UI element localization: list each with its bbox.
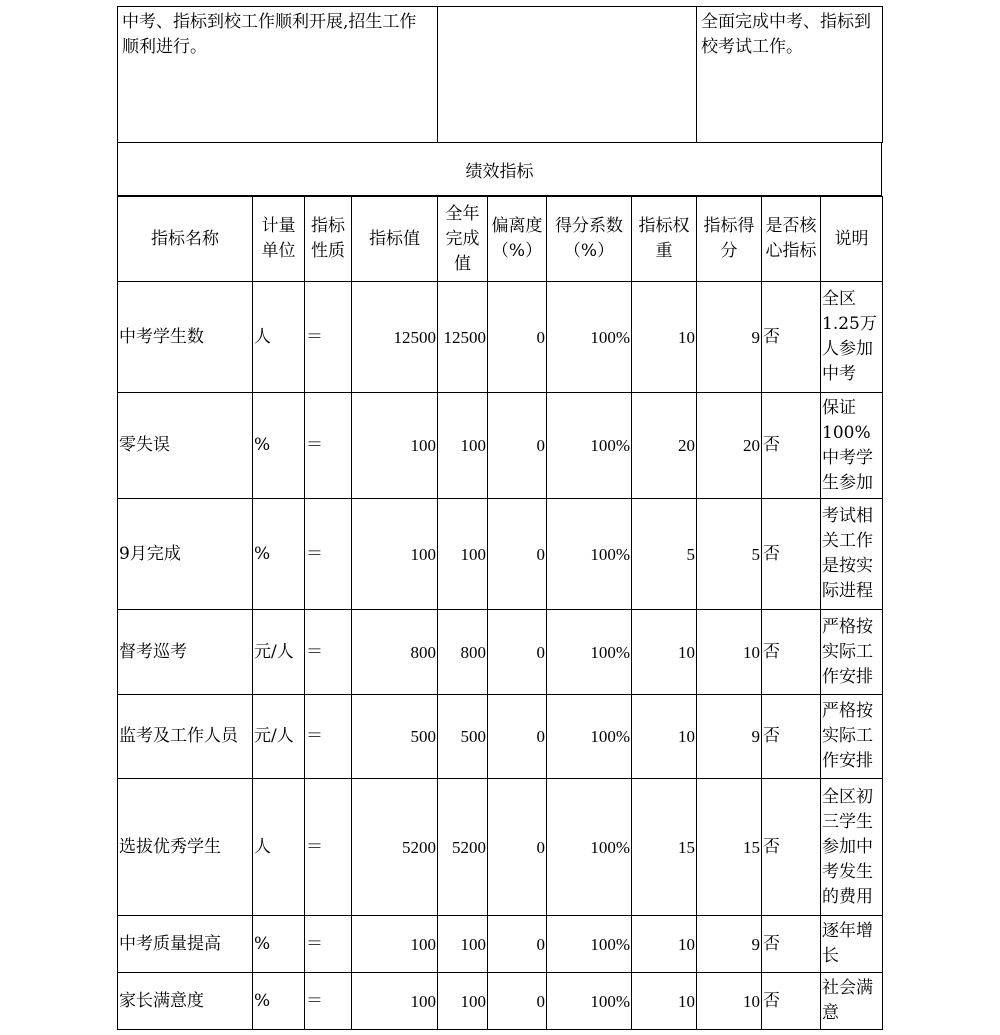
header-nature: 指标性质 (305, 197, 352, 282)
indicator-core: 否 (762, 973, 821, 1030)
indicator-name: 家长满意度 (118, 973, 253, 1030)
header-name: 指标名称 (118, 197, 253, 282)
indicator-value: 12500 (352, 282, 438, 393)
indicator-value: 100 (352, 916, 438, 973)
indicator-unit: 人 (253, 779, 305, 916)
indicator-coefficient: 100% (547, 916, 632, 973)
indicator-score: 20 (697, 393, 762, 499)
indicator-deviation: 0 (488, 610, 547, 695)
indicator-unit: % (253, 393, 305, 499)
indicator-coefficient: 100% (547, 695, 632, 779)
indicator-name: 零失误 (118, 393, 253, 499)
table-row (118, 282, 883, 393)
header-note: 说明 (821, 197, 883, 282)
indicator-core: 否 (762, 282, 821, 393)
goal-middle-cell (438, 7, 697, 143)
indicator-nature: ＝ (305, 610, 352, 695)
indicator-weight: 10 (632, 610, 697, 695)
header-score: 指标得分 (697, 197, 762, 282)
header-row (118, 197, 883, 282)
indicator-coefficient: 100% (547, 393, 632, 499)
header-deviation: 偏离度（%） (488, 197, 547, 282)
indicator-coefficient: 100% (547, 973, 632, 1030)
table-row (118, 393, 883, 499)
indicator-note: 全区1.25万人参加中考 (821, 282, 883, 393)
table-row (118, 916, 883, 973)
header-coefficient: 得分系数（%） (547, 197, 632, 282)
indicator-actual: 12500 (438, 282, 488, 393)
indicator-weight: 10 (632, 916, 697, 973)
indicator-deviation: 0 (488, 695, 547, 779)
indicator-core: 否 (762, 695, 821, 779)
indicator-weight: 5 (632, 499, 697, 610)
indicator-deviation: 0 (488, 282, 547, 393)
header-weight: 指标权重 (632, 197, 697, 282)
indicator-name: 选拔优秀学生 (118, 779, 253, 916)
indicator-actual: 100 (438, 973, 488, 1030)
indicator-actual: 100 (438, 916, 488, 973)
indicator-value: 100 (352, 499, 438, 610)
indicator-name: 督考巡考 (118, 610, 253, 695)
indicator-unit: 元/人 (253, 610, 305, 695)
indicator-name: 中考学生数 (118, 282, 253, 393)
indicator-note: 社会满意 (821, 973, 883, 1030)
indicator-actual: 100 (438, 393, 488, 499)
indicator-score: 15 (697, 779, 762, 916)
indicator-nature: ＝ (305, 779, 352, 916)
indicator-weight: 10 (632, 282, 697, 393)
indicator-unit: % (253, 973, 305, 1030)
indicator-weight: 15 (632, 779, 697, 916)
goals-table (117, 6, 883, 143)
indicator-value: 100 (352, 973, 438, 1030)
indicator-name: 9月完成 (118, 499, 253, 610)
indicator-deviation: 0 (488, 916, 547, 973)
header-value: 指标值 (352, 197, 438, 282)
indicator-coefficient: 100% (547, 779, 632, 916)
indicator-unit: % (253, 499, 305, 610)
indicator-nature: ＝ (305, 695, 352, 779)
indicator-actual: 5200 (438, 779, 488, 916)
indicator-value: 5200 (352, 779, 438, 916)
indicator-note: 逐年增长 (821, 916, 883, 973)
table-row (118, 973, 883, 1030)
table-row (118, 499, 883, 610)
indicator-actual: 500 (438, 695, 488, 779)
indicator-core: 否 (762, 610, 821, 695)
indicator-value: 800 (352, 610, 438, 695)
indicator-nature: ＝ (305, 973, 352, 1030)
indicator-weight: 10 (632, 973, 697, 1030)
indicator-value: 100 (352, 393, 438, 499)
indicator-value: 500 (352, 695, 438, 779)
indicator-note: 严格按实际工作安排 (821, 695, 883, 779)
indicator-deviation: 0 (488, 779, 547, 916)
indicator-unit: 元/人 (253, 695, 305, 779)
indicator-coefficient: 100% (547, 282, 632, 393)
indicator-nature: ＝ (305, 282, 352, 393)
indicator-name: 中考质量提高 (118, 916, 253, 973)
header-unit: 计量单位 (253, 197, 305, 282)
indicator-core: 否 (762, 779, 821, 916)
table-row (118, 695, 883, 779)
indicator-deviation: 0 (488, 973, 547, 1030)
indicator-score: 9 (697, 916, 762, 973)
indicator-note: 保证100%中考学生参加 (821, 393, 883, 499)
indicator-coefficient: 100% (547, 610, 632, 695)
indicator-coefficient: 100% (547, 499, 632, 610)
header-core: 是否核心指标 (762, 197, 821, 282)
document-frame (117, 6, 882, 1031)
indicator-core: 否 (762, 916, 821, 973)
indicator-nature: ＝ (305, 499, 352, 610)
indicator-name: 监考及工作人员 (118, 695, 253, 779)
indicator-note: 全区初三学生参加中考发生的费用 (821, 779, 883, 916)
indicator-score: 10 (697, 610, 762, 695)
indicator-note: 严格按实际工作安排 (821, 610, 883, 695)
table-row (118, 610, 883, 695)
indicator-note: 考试相关工作是按实际进程 (821, 499, 883, 610)
indicator-actual: 800 (438, 610, 488, 695)
indicator-score: 5 (697, 499, 762, 610)
table-row (118, 779, 883, 916)
indicator-actual: 100 (438, 499, 488, 610)
indicator-weight: 20 (632, 393, 697, 499)
indicator-nature: ＝ (305, 916, 352, 973)
indicator-core: 否 (762, 393, 821, 499)
goal-description-cell: 中考、指标到校工作顺利开展,招生工作顺利进行。 (118, 7, 438, 143)
indicator-deviation: 0 (488, 499, 547, 610)
indicator-nature: ＝ (305, 393, 352, 499)
indicator-unit: 人 (253, 282, 305, 393)
goal-completion-cell: 全面完成中考、指标到校考试工作。 (697, 7, 883, 143)
indicator-score: 10 (697, 973, 762, 1030)
indicator-deviation: 0 (488, 393, 547, 499)
indicator-core: 否 (762, 499, 821, 610)
indicator-score: 9 (697, 695, 762, 779)
indicator-weight: 10 (632, 695, 697, 779)
performance-indicators-table (117, 196, 883, 1030)
indicator-unit: % (253, 916, 305, 973)
indicator-score: 9 (697, 282, 762, 393)
section-title: 绩效指标 (117, 143, 882, 196)
header-actual: 全年完成值 (438, 197, 488, 282)
